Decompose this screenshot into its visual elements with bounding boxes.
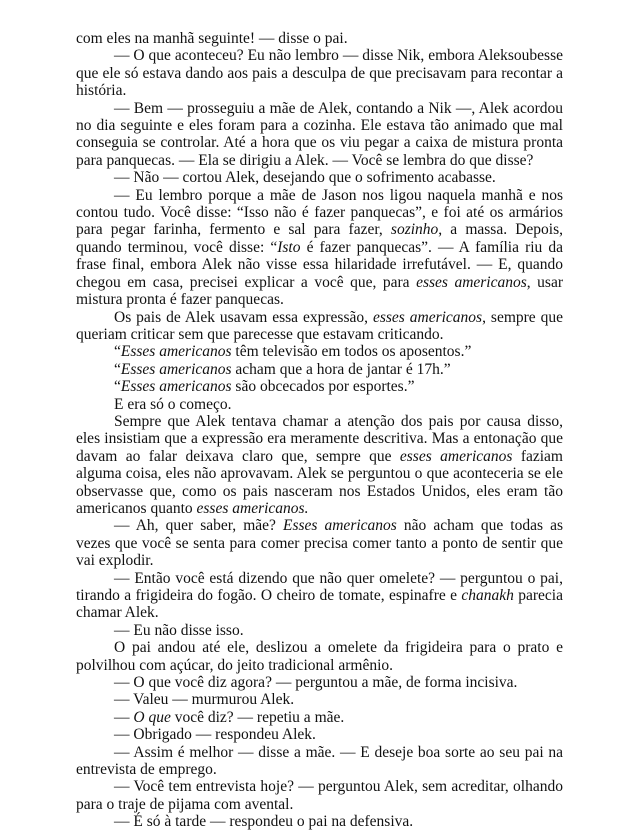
text-run: — O que você diz agora? — perguntou a mãe, de forma incisiva. (114, 674, 518, 692)
text-run: você diz? — repetiu a mãe. (170, 708, 345, 726)
text-run: acham que a hora de jantar é 17h.” (231, 360, 451, 378)
text-run: “ (114, 360, 121, 378)
paragraph (76, 813, 563, 830)
paragraph (76, 517, 563, 569)
paragraph (76, 47, 563, 99)
italic-text: sozinho (390, 221, 439, 239)
paragraph (76, 413, 563, 517)
text-run: Os pais de Alek usavam essa expressão, (114, 308, 373, 326)
italic-text: esses americanos. (196, 499, 309, 517)
paragraph (76, 639, 563, 674)
italic-text: Esses americanos (120, 378, 232, 396)
paragraph (76, 169, 563, 186)
paragraph (76, 100, 563, 170)
italic-text: Esses americanos (120, 360, 232, 378)
document-page (76, 30, 563, 831)
text-run: “ (114, 343, 121, 361)
text-run: — (114, 708, 134, 726)
text-run: não acham que todas as vezes que você se senta para comer precisa comer tanto a ponto de sentir que vai explodir. (76, 517, 563, 570)
text-run: — Não — cortou Alek, desejando que o sofrimento acabasse. (114, 169, 496, 187)
text-run: parecia chamar Alek. (76, 587, 563, 622)
paragraph (76, 30, 563, 47)
text-run: E era só o começo. (114, 395, 232, 413)
text-run: , sempre que queriam criticar sem que parecesse que estavam criticando. (76, 308, 563, 343)
paragraph (76, 691, 563, 708)
text-run: — Eu não disse isso. (114, 621, 244, 639)
text-run: é fazer panquecas”. — A família riu da frase final, embora Alek não visse essa hilaridade irrefutável. — E, quando chegou em casa, precisei explicar a você que, para (76, 238, 563, 291)
italic-text: esses americanos (416, 273, 527, 291)
paragraph (76, 570, 563, 622)
paragraph (76, 309, 563, 344)
paragraph (76, 361, 563, 378)
text-run: , a massa. Depois, quando terminou, você disse: “ (76, 221, 563, 256)
text-run: têm televisão em todos os aposentos.” (231, 343, 472, 361)
text-run: — Você tem entrevista hoje? — perguntou Alek, sem acreditar, olhando para o traje de pijama com avental. (76, 778, 563, 813)
text-run: — Bem — prosseguiu a mãe de Alek, contando a Nik —, Alek acordou no dia seguinte e eles foram para a cozinha. Ele estava tão animado que mal conseguia se controlar. Até a hora que os viu pegar a caixa de mistura pronta para panquecas. — Ela se dirigiu a Alek. — Você se lembra do que disse? (76, 99, 563, 169)
text-run: faziam alguma coisa, eles não aprovavam. Alek se perguntou o que aconteceria se ele observasse que, como os pais nasceram nos Estados Unidos, eles eram tão americanos quanto (76, 447, 563, 517)
paragraph (76, 709, 563, 726)
text-run: “ (114, 378, 121, 396)
italic-text: chanakh (461, 587, 514, 604)
text-run: — Valeu — murmurou Alek. (114, 691, 295, 709)
italic-text: esses americanos (399, 447, 513, 465)
text-run: — Eu lembro porque a mãe de Jason nos ligou naquela manhã e nos contou tudo. Você disse: “Isso não é fazer panquecas”, e foi até os armários para pegar farinha, fermento e sal para fazer, (76, 186, 563, 239)
text-run: com eles na manhã seguinte! — disse o pai. (76, 30, 348, 47)
paragraph (76, 744, 563, 779)
paragraph (76, 378, 563, 395)
text-run: — Obrigado — respondeu Alek. (114, 726, 316, 744)
text-run: — O que aconteceu? Eu não lembro — disse Nik, embora Aleksoubesse que ele só estava dando aos pais a desculpa de que precisavam para recontar a história. (76, 47, 563, 100)
italic-text: O que (133, 708, 171, 726)
italic-text: Esses americanos (120, 343, 232, 361)
paragraph (76, 343, 563, 360)
italic-text: Esses americanos (282, 517, 397, 535)
paragraph (76, 187, 563, 309)
paragraph (76, 396, 563, 413)
text-run: são obcecados por esportes.” (231, 378, 415, 396)
text-run: O pai andou até ele, deslizou a omelete da frigideira para o prato e polvilhou com açúcar, do jeito tradicional armênio. (76, 639, 563, 674)
paragraph (76, 726, 563, 743)
italic-text: Isto (277, 238, 301, 256)
paragraph (76, 674, 563, 691)
text-run: Sempre que Alek tentava chamar a atenção dos pais por causa disso, eles insistiam que a expressão era meramente descritiva. Mas a entonação que davam ao falar deixava claro que, sempre que (76, 412, 563, 465)
text-run: — É só à tarde — respondeu o pai na defensiva. (114, 813, 414, 831)
text-run: — Assim é melhor — disse a mãe. — E deseje boa sorte ao seu pai na entrevista de emprego. (76, 743, 563, 779)
text-run: — Então você está dizendo que não quer omelete? — perguntou o pai, tirando a frigideira do fogão. O cheiro de tomate, espinafre e (76, 569, 563, 604)
paragraph (76, 778, 563, 813)
text-run: , usar mistura pronta é fazer panquecas. (76, 273, 563, 309)
text-run: — Ah, quer saber, mãe? (114, 517, 283, 535)
italic-text: esses americanos (372, 308, 483, 326)
paragraph (76, 622, 563, 639)
